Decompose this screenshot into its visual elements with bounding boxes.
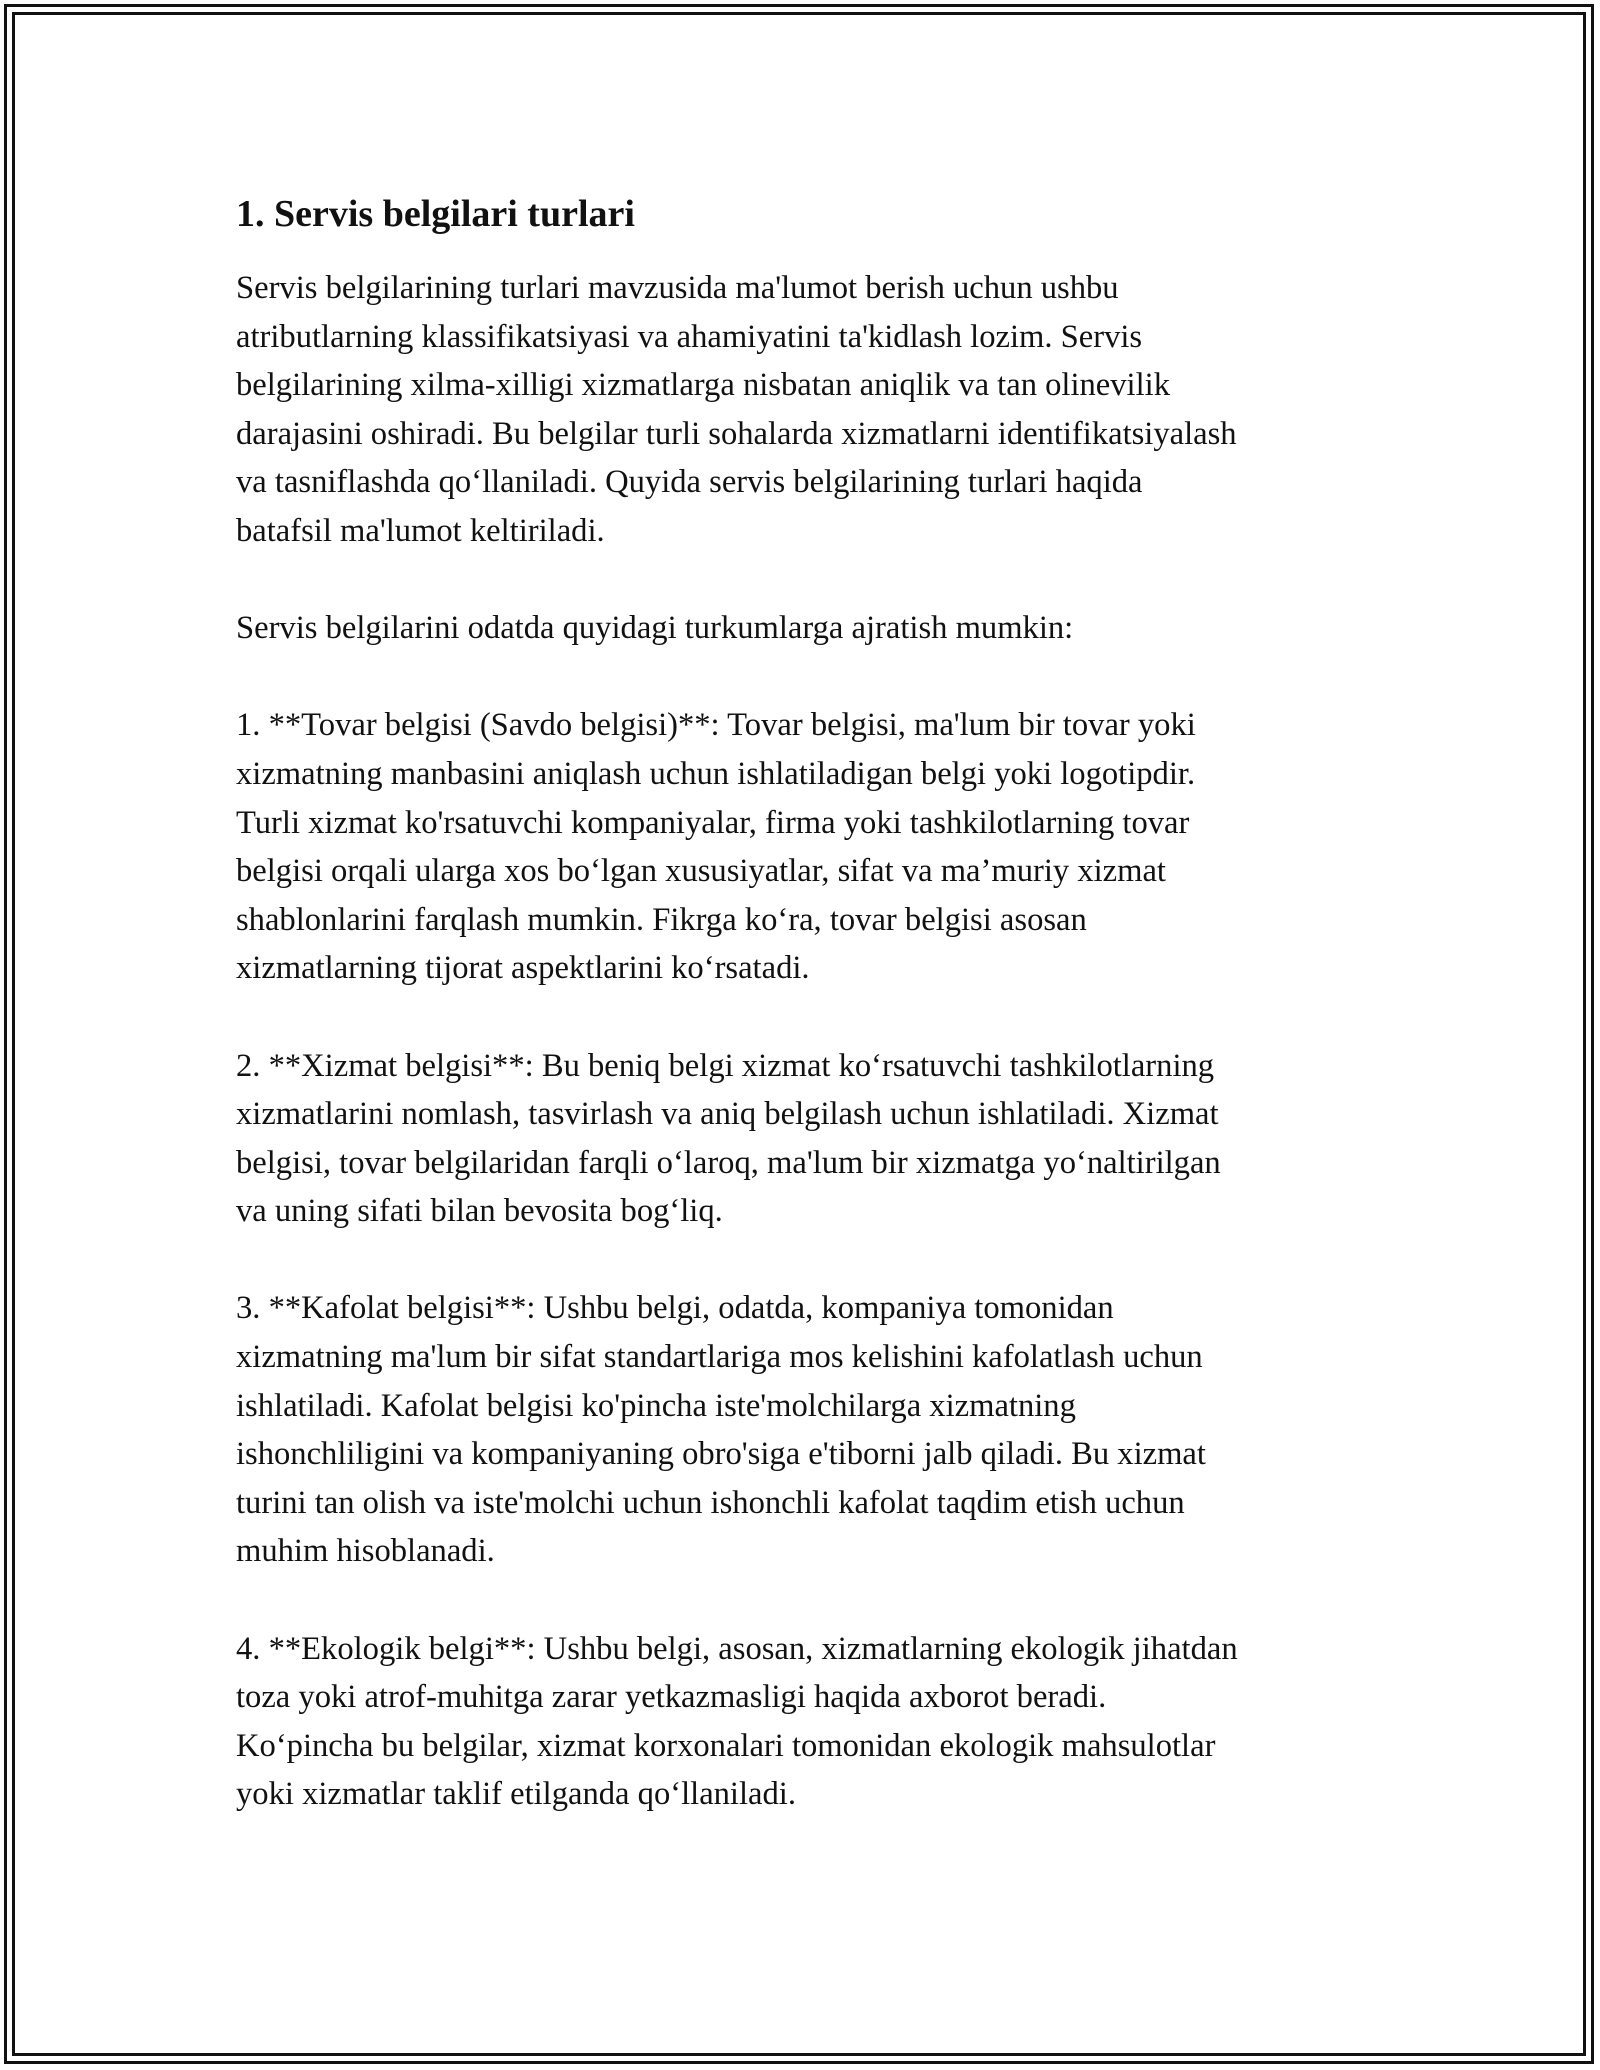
document-body <box>236 186 1386 1868</box>
trademark-paragraph: 1. **Tovar belgisi (Savdo belgisi)**: Tovar belgisi, ma'lum bir tovar yoki xizmatning manbasini aniqlash uchun ishlatiladigan belgi yoki logotipdir. Turli xizmat ko'rsatuvchi kompaniyalar, firma yoki tashkilotlarning tovar belgisi orqali ularga xos bo‘lgan xususiyatlar, sifat va ma’muriy xizmat shablonlarini farqlash mumkin. Fikrga ko‘ra, tovar belgisi asosan xizmatlarning tijorat aspektlarini ko‘rsatadi. <box>236 707 1196 987</box>
service-mark-paragraph: 2. **Xizmat belgisi**: Bu beniq belgi xizmat ko‘rsatuvchi tashkilotlarning xizmatlarini nomlash, tasvirlash va aniq belgilash uchun ishlatiladi. Xizmat belgisi, tovar belgilaridan farqli o‘laroq, ma'lum bir xizmatga yo‘naltirilgan va uning sifati bilan bevosita bog‘liq. <box>236 1047 1221 1230</box>
eco-label-paragraph: 4. **Ekologik belgi**: Ushbu belgi, asosan, xizmatlarning ekologik jihatdan toza yoki atrof-muhitga zarar yetkazmasligi haqida axborot beradi. Ko‘pincha bu belgilar, xizmat korxonalari tomonidan ekologik mahsulotlar yoki xizmatlar taklif etilganda qo‘llaniladi. <box>236 1630 1238 1813</box>
section-heading: 1. Servis belgilari turlari <box>236 193 635 235</box>
intro-paragraph: Servis belgilarining turlari mavzusida ma'lumot berish uchun ushbu atributlarning klassifikatsiyasi va ahamiyatini ta'kidlash lozim. Servis belgilarining xilma-xilligi xizmatlarga nisbatan aniqlik va tan olinevilik darajasini oshiradi. Bu belgilar turli sohalarda xizmatlarni identifikatsiyalash va tasniflashda qo‘llaniladi. Quyida servis belgilarining turlari haqida batafsil ma'lumot keltiriladi. <box>236 270 1237 549</box>
categories-intro-paragraph: Servis belgilarini odatda quyidagi turkumlarga ajratish mumkin: <box>236 610 1074 647</box>
guarantee-mark-paragraph: 3. **Kafolat belgisi**: Ushbu belgi, odatda, kompaniya tomonidan xizmatning ma'lum bir sifat standartlariga mos kelishini kafolatlash uchun ishlatiladi. Kafolat belgisi ko'pincha iste'molchilarga xizmatning ishonchliligini va kompaniyaning obro'siga e'tiborni jalb qiladi. Bu xizmat turini tan olish va iste'molchi uchun ishonchli kafolat taqdim etish uchun muhim hisoblanadi. <box>236 1290 1206 1570</box>
